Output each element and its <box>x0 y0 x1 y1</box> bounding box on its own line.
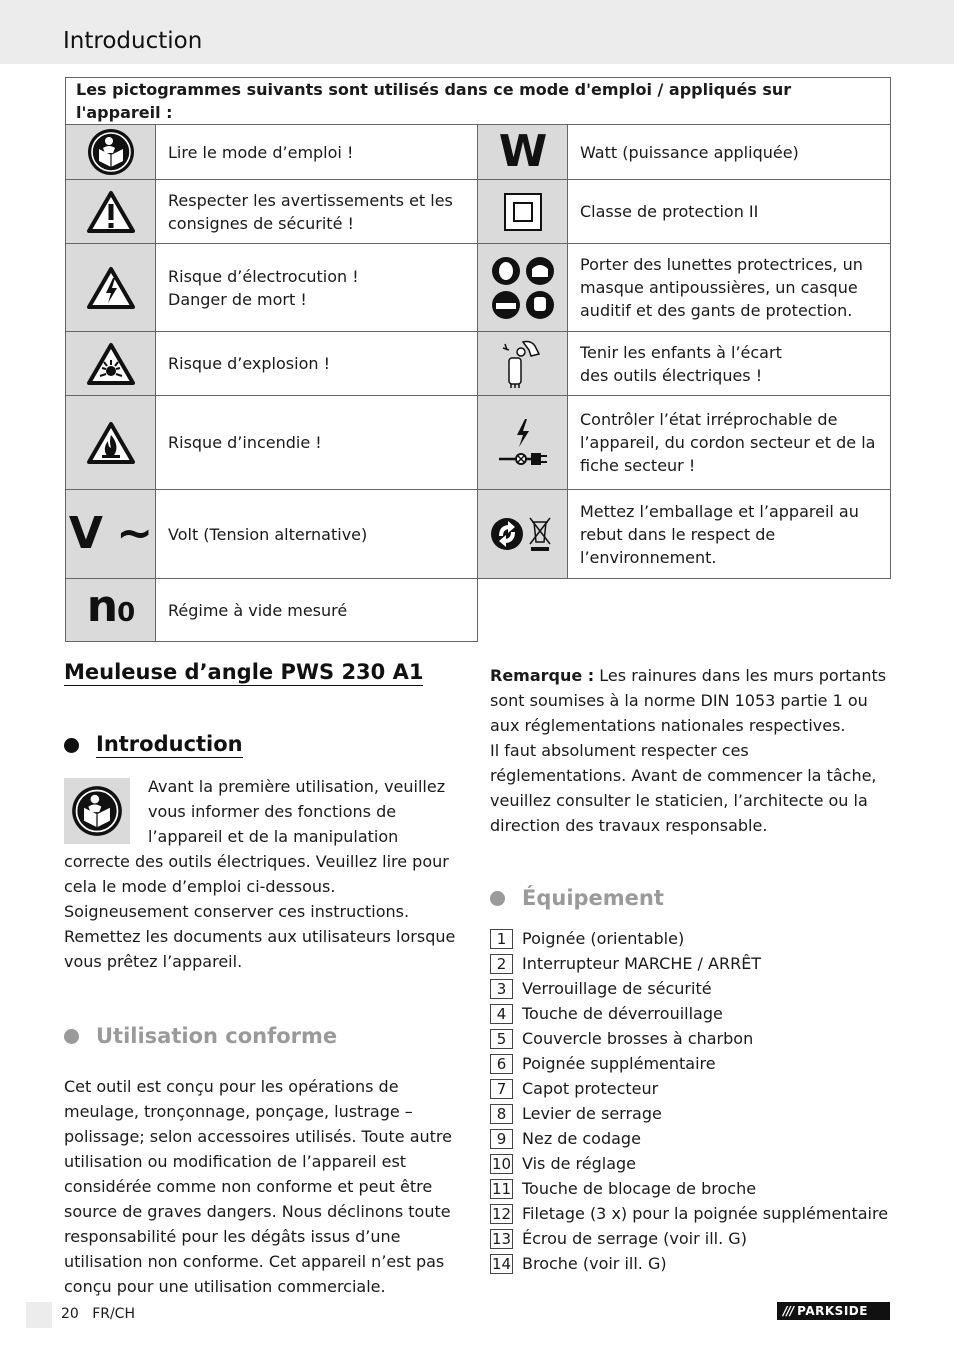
remark-paragraph <box>490 663 890 738</box>
brand-name: PARKSIDE <box>797 1304 868 1318</box>
pictogram-table-heading: Les pictogrammes suivants sont utilisés dans ce mode d'emploi / appliqués sur l'appareil : <box>66 78 891 125</box>
item-number: 6 <box>490 1054 513 1074</box>
item-number: 14 <box>491 1254 512 1273</box>
item-label: Poignée (orientable) <box>522 929 685 948</box>
item-number: 7 <box>490 1079 513 1099</box>
list-item <box>490 1001 890 1026</box>
product-title: Meuleuse d’angle PWS 230 A1 <box>64 660 424 684</box>
pictogram-text: Mettez l’emballage et l’appareil au rebut dans le respect de l’environnement. <box>568 490 891 579</box>
item-label: Touche de blocage de broche <box>522 1179 757 1198</box>
pictogram-text: Lire le mode d’emploi ! <box>156 125 478 180</box>
introduction-heading: Introduction <box>96 732 243 756</box>
item-label: Vis de réglage <box>522 1154 637 1173</box>
empty-cell <box>478 579 891 642</box>
recycling-icon <box>478 490 568 579</box>
item-number: 13 <box>491 1229 512 1248</box>
list-item <box>490 1101 890 1126</box>
electrocution-warning-icon <box>66 244 156 332</box>
item-number: 5 <box>490 1029 513 1049</box>
pictogram-text: Classe de protection II <box>568 180 891 244</box>
item-number: 4 <box>490 1004 513 1024</box>
item-label: Écrou de serrage (voir ill. G) <box>522 1229 747 1248</box>
section-heading-equipment <box>490 886 890 910</box>
introduction-block <box>64 774 464 974</box>
section-heading-intended-use <box>64 1024 464 1048</box>
intended-use-heading: Utilisation conforme <box>96 1024 338 1048</box>
read-manual-icon <box>64 778 130 844</box>
item-label: Couvercle brosses à charbon <box>522 1029 754 1048</box>
bullet-icon <box>64 738 79 753</box>
page-number: 20 <box>61 1306 79 1322</box>
no-load-speed-subscript: 0 <box>117 598 135 628</box>
equipment-list <box>490 926 890 1276</box>
list-item <box>490 1201 890 1226</box>
item-number: 10 <box>491 1154 512 1173</box>
list-item <box>490 1076 890 1101</box>
keep-children-away-icon <box>478 332 568 396</box>
no-load-speed-symbol-icon <box>66 579 156 642</box>
warning-icon <box>66 180 156 244</box>
introduction-text: Avant la première utilisation, veuillez vous informer des fonctions de l’appareil et de la manipulation correcte des outils électriques. Veuillez lire pour cela le mode d’emploi ci-dessous. Soigneusement conserver ces instructions. Remettez les documents aux utilisateurs lorsque vous prêtez l’appareil. <box>64 777 456 971</box>
watt-symbol-icon <box>478 125 568 180</box>
pictogram-text: Régime à vide mesuré <box>156 579 478 642</box>
item-number: 11 <box>491 1179 512 1198</box>
remark-text-2: Il faut absolument respecter ces réglementations. Avant de commencer la tâche, veuillez consulter le staticien, l’architecte ou la direction des travaux responsable. <box>490 741 877 835</box>
item-label: Nez de codage <box>522 1129 641 1148</box>
pictogram-text: Danger de mort ! <box>168 289 307 309</box>
item-number: 3 <box>490 979 513 999</box>
list-item <box>490 1126 890 1151</box>
pictogram-text: Volt (Tension alternative) <box>156 490 478 579</box>
item-number: 12 <box>491 1204 512 1223</box>
protective-gear-icon <box>478 244 568 332</box>
item-number: 2 <box>490 954 513 974</box>
watt-symbol: W <box>498 126 547 177</box>
pictogram-text: Contrôler l’état irréprochable de l’appareil, du cordon secteur et de la fiche secteur ! <box>568 396 891 490</box>
page-header-title: Introduction <box>63 28 203 54</box>
pictogram-text: Porter des lunettes protectrices, un masque antipoussières, un casque auditif et des gants de protection. <box>568 244 891 332</box>
locale-label: FR/CH <box>92 1306 135 1322</box>
item-number: 1 <box>490 929 513 949</box>
volt-ac-symbol: V ~ <box>68 508 153 559</box>
item-label: Filetage (3 x) pour la poignée supplémentaire <box>522 1204 889 1223</box>
remark-text: Les rainures dans les murs portants sont soumises à la norme DIN 1053 partie 1 ou aux réglementations nationales respectives. <box>490 666 887 735</box>
item-number: 8 <box>490 1104 513 1124</box>
item-label: Levier de serrage <box>522 1104 662 1123</box>
check-cable-plug-icon <box>478 396 568 490</box>
right-column <box>490 663 890 1276</box>
read-manual-icon <box>66 125 156 180</box>
equipment-heading: Équipement <box>522 886 664 910</box>
bullet-icon <box>490 891 505 906</box>
list-item <box>490 951 890 976</box>
list-item <box>490 926 890 951</box>
pictogram-table <box>65 77 891 642</box>
list-item <box>490 1251 890 1276</box>
item-number: 9 <box>490 1129 513 1149</box>
footer-page-info <box>61 1306 135 1322</box>
fire-warning-icon <box>66 396 156 490</box>
pictogram-text: des outils électriques ! <box>580 365 763 385</box>
pictogram-text: Risque d’explosion ! <box>156 332 478 396</box>
volt-ac-symbol-icon <box>66 490 156 579</box>
pictogram-text: Watt (puissance appliquée) <box>568 125 891 180</box>
list-item <box>490 1151 890 1176</box>
pictogram-text: Tenir les enfants à l’écart <box>580 342 782 362</box>
left-column <box>64 660 464 1299</box>
list-item <box>490 976 890 1001</box>
item-label: Touche de déverrouillage <box>522 1004 723 1023</box>
item-label: Capot protecteur <box>522 1079 659 1098</box>
protection-class-ii-icon <box>478 180 568 244</box>
item-label: Verrouillage de sécurité <box>522 979 712 998</box>
remark-label: Remarque : <box>490 666 595 685</box>
pictogram-text: Risque d’électrocution ! <box>168 266 359 286</box>
item-label: Broche (voir ill. G) <box>522 1254 667 1273</box>
list-item <box>490 1226 890 1251</box>
no-load-speed-symbol: n <box>86 581 118 632</box>
bullet-icon <box>64 1029 79 1044</box>
pictogram-text: Risque d’incendie ! <box>156 396 478 490</box>
list-item <box>490 1051 890 1076</box>
brand-logo: /// PARKSIDE <box>777 1302 890 1320</box>
intended-use-text: Cet outil est conçu pour les opérations de meulage, tronçonnage, ponçage, lustrage – polissage; selon accessoires utilisés. Toute autre utilisation ou modification de l’appareil est considérée comme non conforme et peut être source de graves dangers. Nous déclinons toute responsabilité pour les dégâts issus d’une utilisation non conforme. Cet appareil n’est pas conçu pour une utilisation commerciale. <box>64 1077 452 1296</box>
explosion-warning-icon <box>66 332 156 396</box>
footer-box <box>26 1302 52 1328</box>
item-label: Poignée supplémentaire <box>522 1054 716 1073</box>
item-label: Interrupteur MARCHE / ARRÊT <box>522 954 762 973</box>
pictogram-text: Respecter les avertissements et les consignes de sécurité ! <box>156 180 478 244</box>
list-item <box>490 1026 890 1051</box>
section-heading-introduction <box>64 732 464 758</box>
list-item <box>490 1176 890 1201</box>
